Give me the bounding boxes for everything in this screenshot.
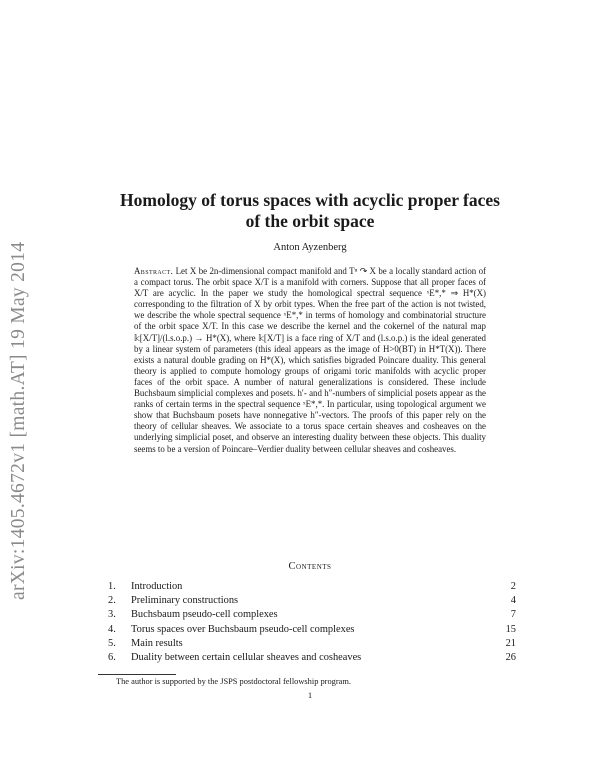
toc-entry-number: 1.: [108, 581, 116, 592]
toc-entry-page: 15: [505, 623, 516, 635]
toc-entry[interactable]: [108, 637, 516, 651]
toc-entry-title: Buchsbaum pseudo-cell complexes: [131, 609, 278, 621]
title-line-2: of the orbit space: [245, 211, 375, 231]
toc-entry-title: Duality between certain cellular sheaves and cosheaves: [131, 651, 362, 663]
footnote: The author is supported by the JSPS postdoctoral fellowship program.: [116, 677, 351, 686]
paper-title: [60, 190, 560, 232]
abstract-heading: Abstract.: [134, 266, 174, 276]
abstract: [134, 266, 486, 455]
arxiv-stamp: arXiv:1405.4672v1 [math.AT] 19 May 2014: [8, 241, 29, 600]
toc-entry-number: 2.: [108, 595, 116, 607]
toc-entry[interactable]: [108, 608, 516, 622]
toc-entry-page: 4: [510, 595, 516, 607]
toc-entry-title: Torus spaces over Buchsbaum pseudo-cell complexes: [131, 623, 355, 635]
toc-entry-title: Main results: [131, 637, 183, 649]
toc-entry-number: 3.: [108, 609, 116, 621]
abstract-body: Let X be 2n-dimensional compact manifold and Tⁿ ↷ X be a locally standard action of a compact torus. The orbit space X/T is a manifold with corners. Suppose that all proper faces of X/T are acyclic. In the paper we study the homological spectral sequence ˣE*,* ⇒ H*(X) corresponding to the filtration of X by orbit types. When the free part of the action is not twisted, we describe the whole spectral sequence ˣE*,* in terms of homology and combinatorial structure of the orbit space X/T. In this case we describe the kernel and the cokernel of the natural map 𝕜[X/T]/(l.s.o.p.) → H*(X), where 𝕜[X/T] is a face ring of X/T and (l.s.o.p.) is the ideal generated by a linear system of parameters (this ideal appears as the image of H>0(BT) in H*T(X)). There exists a natural double grading on H*(X), which satisfies bigraded Poincare duality. This general theory is applied to compute homology groups of origami toric manifolds with acyclic proper faces of the orbit space. A number of natural generalizations is considered. These include Buchsbaum simplicial complexes and posets. h′- and h″-numbers of simplicial posets appear as the ranks of certain terms in the spectral sequence ˣE*,*. In particular, using topological argument we show that Buchsbaum posets have nonnegative h″-vectors. The proofs of this paper rely on the theory of cellular sheaves. We associate to a torus space certain sheaves and cosheaves on the underlying simplicial poset, and observe an interesting duality between these objects. This duality seems to be a version of Poincare–Verdier duality between cellular sheaves and cosheaves.: [134, 266, 486, 454]
contents-heading: Contents: [288, 561, 332, 572]
toc-entry[interactable]: [108, 651, 516, 665]
toc-entry-page: 26: [505, 651, 516, 663]
toc-entry-number: 4.: [108, 623, 116, 635]
table-of-contents: [108, 580, 516, 665]
author-name: Anton Ayzenberg: [273, 242, 347, 253]
footnote-rule: [98, 674, 176, 675]
title-line-1: Homology of torus spaces with acyclic proper faces: [120, 190, 500, 210]
toc-entry-page: 2: [510, 581, 516, 592]
toc-entry-title: Introduction: [131, 581, 183, 592]
page-number: 1: [307, 690, 313, 700]
toc-entry[interactable]: [108, 594, 516, 608]
toc-entry[interactable]: [108, 623, 516, 637]
toc-entry-number: 6.: [108, 651, 116, 663]
toc-entry-page: 21: [505, 637, 516, 649]
toc-entry[interactable]: [108, 580, 516, 594]
toc-entry-title: Preliminary constructions: [131, 595, 239, 607]
toc-entry-number: 5.: [108, 637, 116, 649]
toc-entry-page: 7: [510, 609, 516, 621]
